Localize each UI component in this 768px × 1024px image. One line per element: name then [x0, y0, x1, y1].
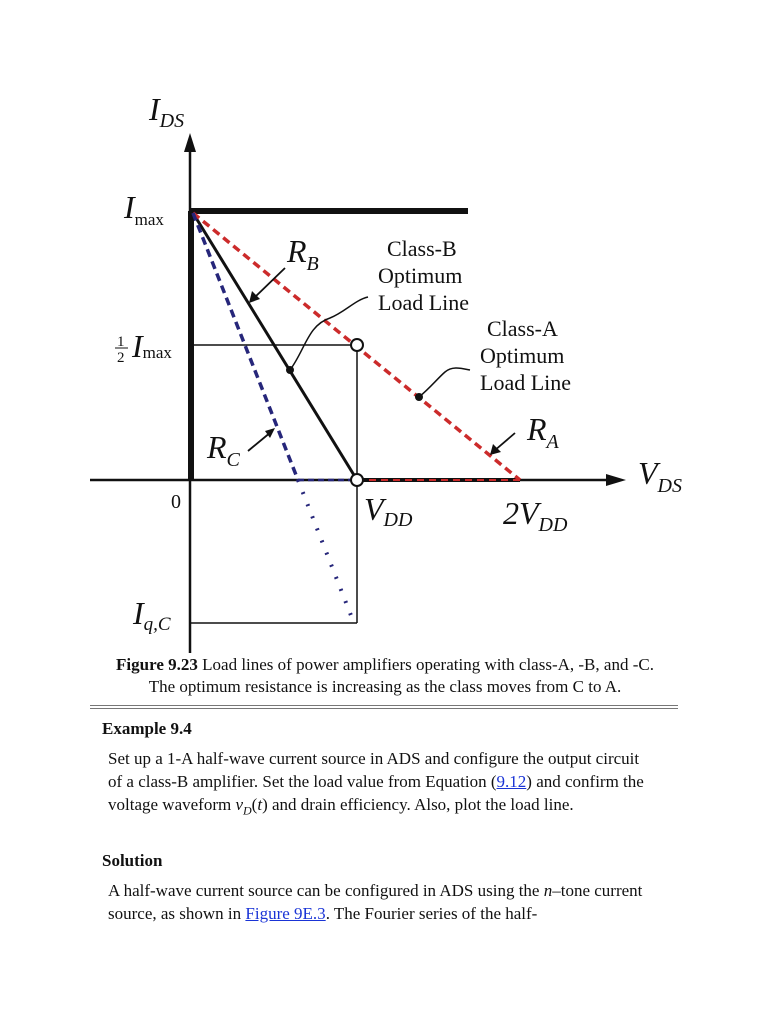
- caption-text: Load lines of power amplifiers operating with class-A, -B, and -C. The optimum resistance is increasing as the class moves from C to A.: [148, 655, 654, 696]
- x-axis-label: $V_{DS}$: [638, 455, 682, 497]
- vd-subscript: D: [243, 803, 252, 818]
- half-fraction-den: 2: [117, 350, 125, 366]
- example-text-3: (: [251, 795, 258, 814]
- class-a-annotation: Class-A Optimum Load Line: [480, 316, 572, 395]
- solution-text-1: A half-wave current source can be configured in ADS using the: [108, 881, 544, 900]
- example-text-1: Set up a 1-A half-wave current source in ADS and configure the output circuit of a class-B amplifier. Set the load value from Equation (: [108, 749, 640, 791]
- divider-top: [90, 705, 678, 706]
- solution-text-2: –tone current source, as shown in: [108, 881, 643, 923]
- half-fraction-num: 1: [117, 334, 125, 350]
- class-b-annotation: Class-B Optimum Load Line: [378, 236, 470, 315]
- iqc-label: Iq,C: [133, 595, 171, 635]
- vdd-label: VDD: [364, 491, 413, 531]
- example-heading: Example 9.4: [102, 719, 192, 738]
- divider-bottom: [90, 708, 678, 709]
- solution-paragraph: [108, 879, 653, 925]
- rb-arrow: [253, 268, 285, 299]
- half-imax-label: Imax: [132, 328, 172, 364]
- solution-text-3: . The Fourier series of the half-: [325, 904, 538, 923]
- figure-caption: [104, 654, 666, 698]
- y-axis-label: $I_{DS}$: [149, 91, 185, 132]
- ra-label: $R_A$: [527, 411, 559, 453]
- figure-link[interactable]: Figure 9E.3: [245, 904, 326, 923]
- example-text-4: ) and drain efficiency. Also, plot the load line.: [262, 795, 574, 814]
- equation-link[interactable]: 9.12: [496, 772, 527, 791]
- example-text-2: ) and confirm the voltage waveform: [108, 772, 644, 814]
- class-c-extension: [298, 480, 352, 618]
- n-symbol: n: [543, 881, 553, 900]
- figure-number: Figure 9.23: [116, 655, 198, 674]
- class-a-callout: [419, 368, 470, 397]
- half-imax-vdd-point: [351, 339, 363, 351]
- example-paragraph: [108, 747, 653, 822]
- rc-label: $R_C$: [207, 429, 240, 471]
- vd-symbol: v: [235, 795, 243, 814]
- solution-heading: Solution: [102, 851, 163, 870]
- two-vdd-label: $2V_{DD}$: [503, 495, 568, 536]
- rc-arrow: [248, 432, 271, 451]
- vdd-point: [351, 474, 363, 486]
- imax-label: $I_{max}$: [124, 189, 164, 229]
- x-axis-arrow: [606, 474, 626, 486]
- zero-label: 0: [171, 491, 181, 513]
- t-symbol: t: [257, 795, 263, 814]
- y-axis-arrow: [184, 133, 196, 152]
- rb-label: $R_B$: [287, 233, 319, 275]
